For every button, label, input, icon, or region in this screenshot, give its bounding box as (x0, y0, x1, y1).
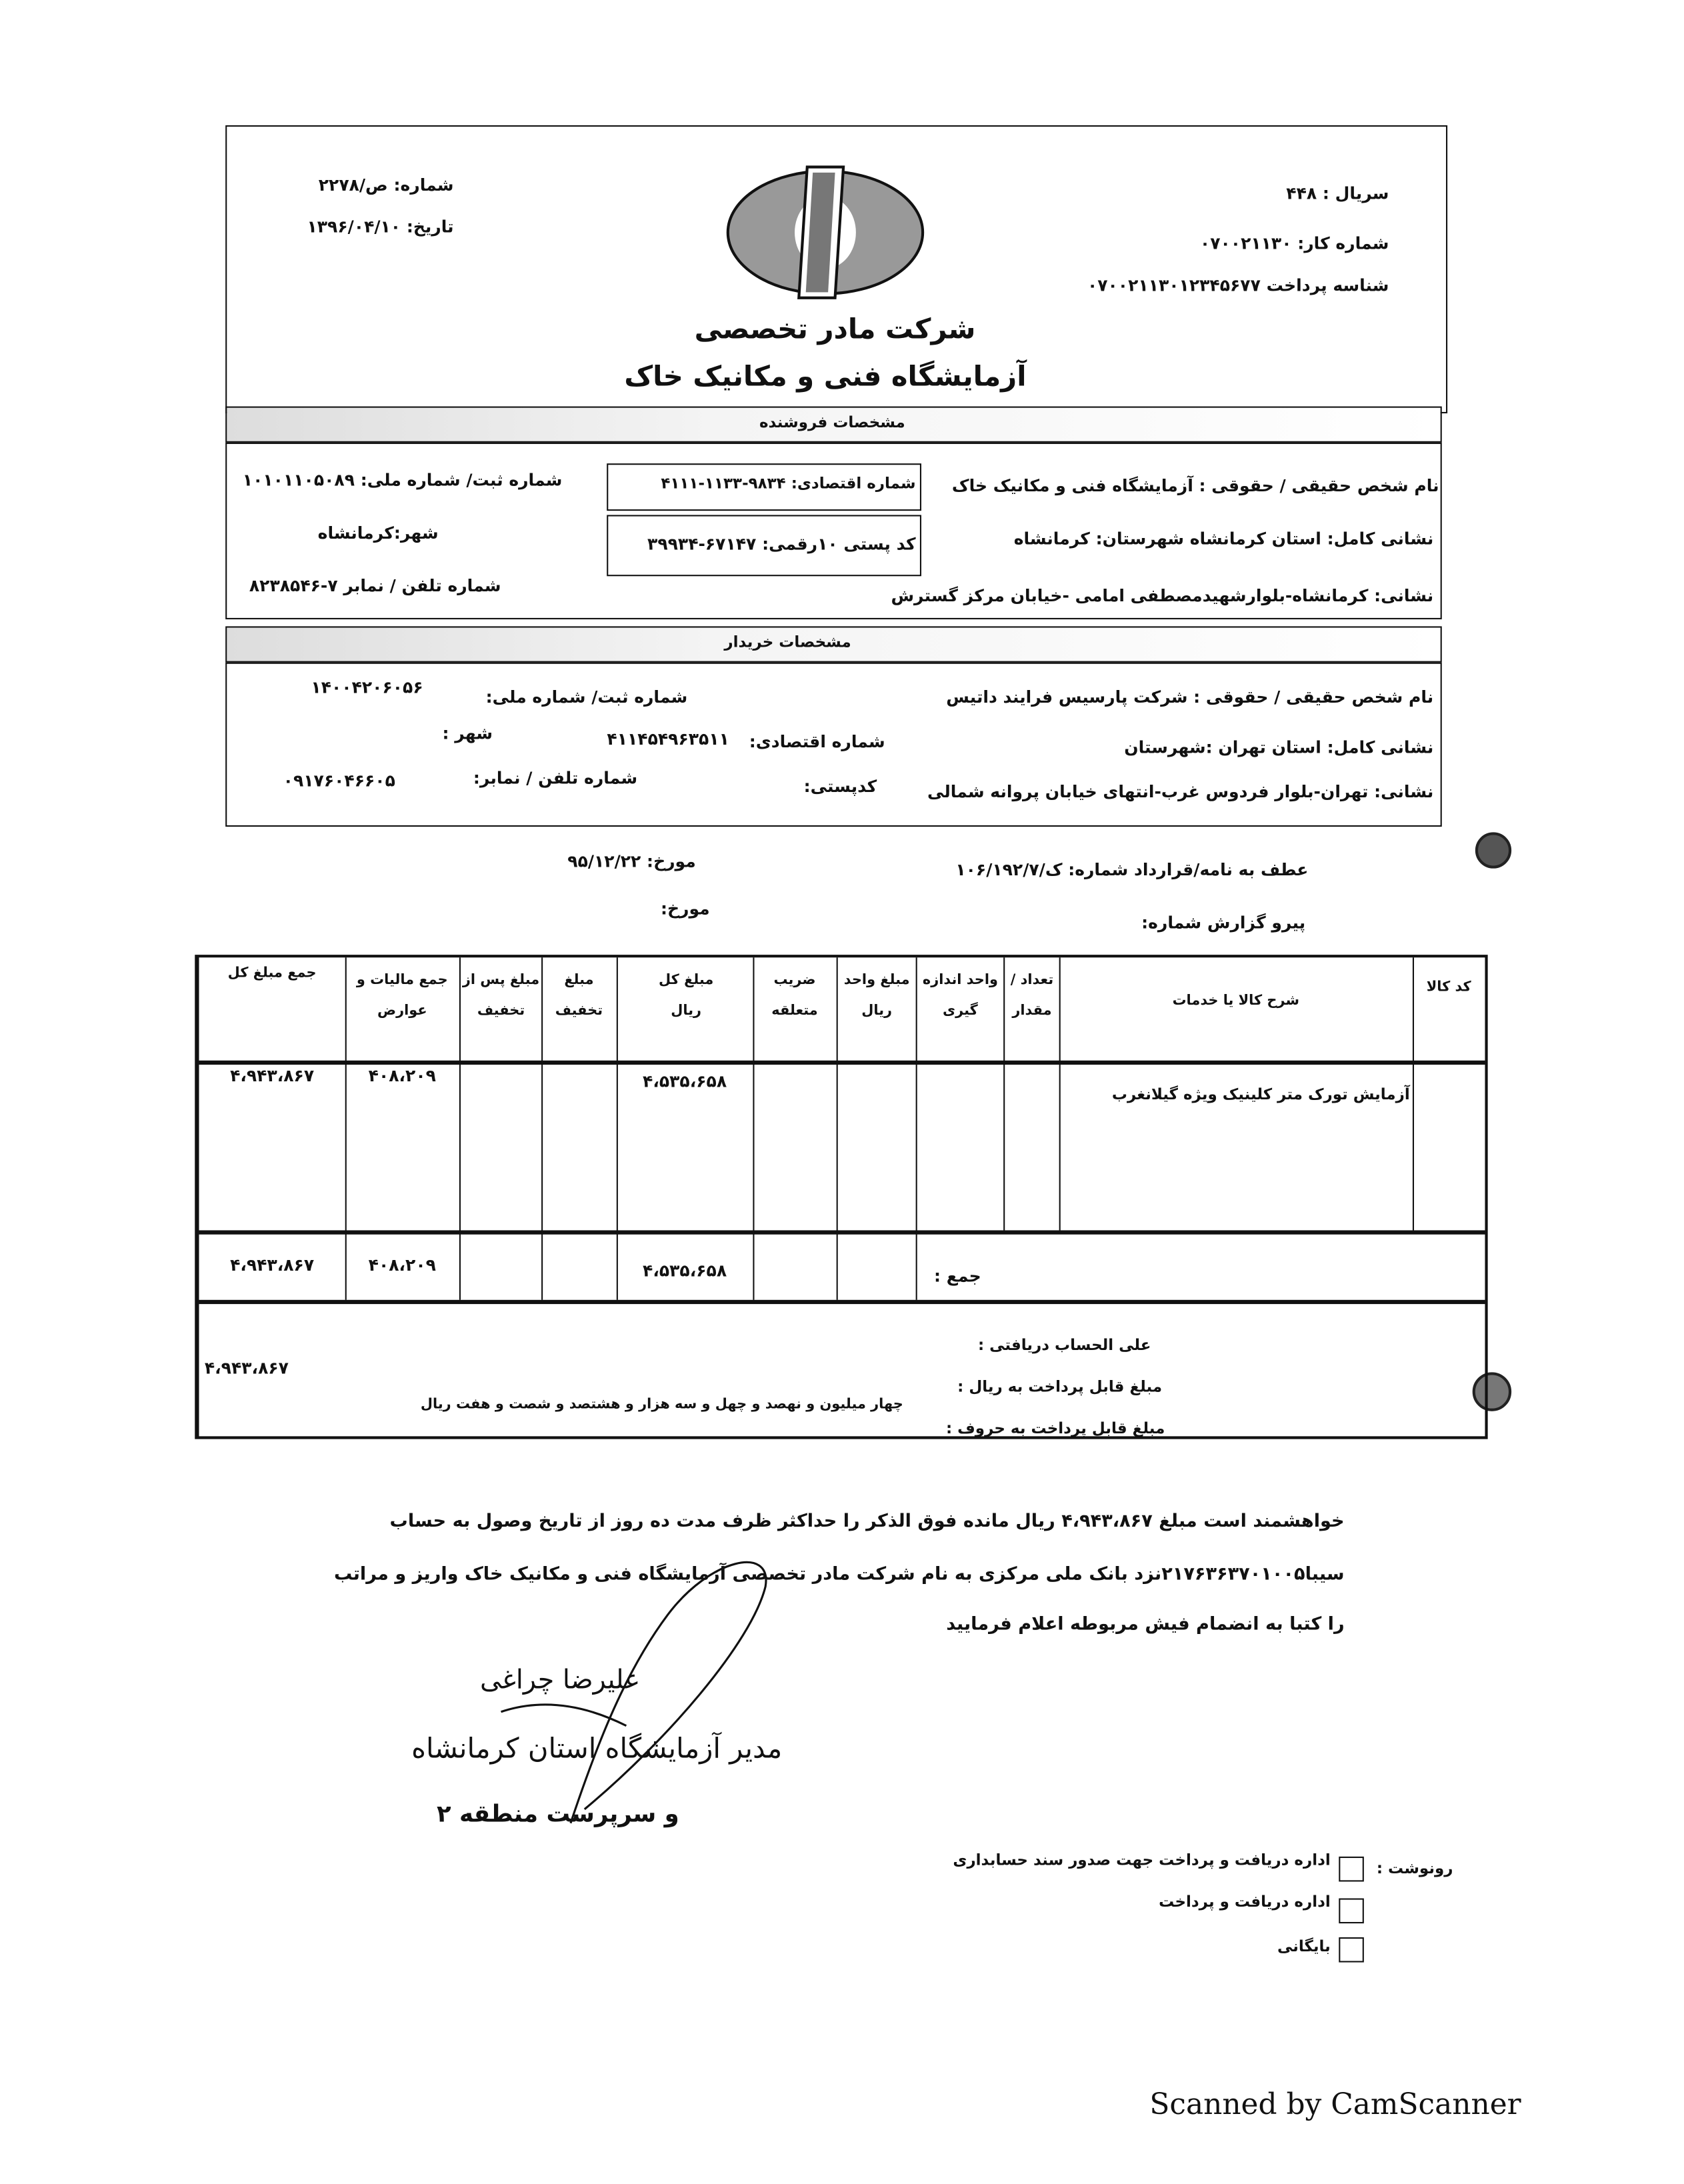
seller-national-id: شماره ثبت/ شماره ملی: ۱۰۱۰۱۱۰۵۰۸۹ (242, 470, 563, 490)
payable-rial-label: مبلغ قابل پرداخت به ریال : (957, 1377, 1163, 1396)
seller-full-address: نشانی کامل: استان کرمانشاه شهرستان: کرمانشاه (1013, 529, 1434, 549)
buyer-phone-label: شماره تلفن / نمابر: (473, 768, 638, 788)
header-grand-total: جمع مبلغ کل (227, 965, 317, 981)
header-quantity: تعداد / مقدار (1010, 973, 1054, 1019)
buyer-economic-value: ۴۱۱۴۵۴۹۶۳۵۱۱ (607, 729, 729, 749)
buyer-address: نشانی: تهران-بلوار فردوس غرب-انتهای خیابان پروانه شمالی (927, 782, 1434, 802)
row-taxes: ۴۰۸،۲۰۹ (368, 1066, 436, 1086)
header-taxes: جمع مالیات و عوارض (356, 973, 448, 1019)
report-reference: پیرو گزارش شماره: (1141, 913, 1306, 933)
cc-checkbox[interactable] (1339, 1937, 1364, 1963)
payable-amount-words: چهار میلیون و نهصد و چهل و سه هزار و هشتصد و شصت و هفت ریال (420, 1397, 903, 1413)
camscanner-watermark: Scanned by CamScanner (1149, 2087, 1521, 2121)
row-grand-total: ۴،۹۴۳،۸۶۷ (230, 1066, 315, 1086)
contract-date: مورخ: ۹۵/۱۲/۲۲ (567, 851, 696, 871)
payment-request-line3: را کتبا به انضمام فیش مربوطه اعلام فرمایید (946, 1614, 1345, 1635)
payment-request-line1: خواهشمند است مبلغ ۴،۹۴۳،۸۶۷ ریال مانده فوق الذکر را حداکثر ظرف مدت ده روز از تاریخ وصول به حساب (389, 1511, 1345, 1533)
company-name-line1: شرکت مادر تخصصی (694, 311, 976, 345)
signer-title2: و سرپرست منطقه ۲ (436, 1801, 679, 1829)
invoice-table (195, 955, 1487, 1439)
header-after-discount: مبلغ پس از تخفیف (462, 973, 540, 1019)
punch-hole-icon (1475, 832, 1511, 868)
header-code: کد کالا (1426, 979, 1471, 995)
row-description: آزمایش تورک متر کلینیک ویژه گیلانغرب (1111, 1085, 1410, 1104)
letter-number: شماره: ص/۲۲۷۸ (318, 175, 454, 195)
seller-phone: شماره تلفن / نمابر ۷-۸۲۳۸۵۴۶ (249, 576, 501, 596)
company-name-line2: آزمایشگاه فنی و مکانیک خاک (624, 359, 1027, 393)
buyer-phone-value: ۰۹۱۷۶۰۴۶۶۰۵ (283, 771, 395, 791)
seller-address: نشانی: کرمانشاه-بلوارشهیدمصطفی امامی -خیابان مرکز گسترش (891, 585, 1434, 606)
buyer-title: مشخصات خریدار (724, 633, 851, 651)
report-date: مورخ: (660, 899, 710, 919)
cc-label: رونوشت : (1376, 1859, 1453, 1878)
sum-label: جمع : (934, 1266, 981, 1286)
contract-reference: عطف به نامه/قرارداد شماره: ک/۱۰۶/۱۹۲/۷ (955, 860, 1309, 880)
sum-total: ۴،۵۳۵،۶۵۸ (643, 1261, 727, 1281)
cc-checkbox[interactable] (1339, 1857, 1364, 1882)
seller-economic-no: شماره اقتصادی: ۹۸۳۴-۱۱۳۳-۴۱۱۱ (661, 474, 916, 493)
seller-name: نام شخص حقیقی / حقوقی : آزمایشگاه فنی و مکانیک خاک (951, 475, 1439, 496)
seller-title: مشخصات فروشنده (759, 413, 905, 432)
signer-title: مدیر آزمایشگاه استان کرمانشاه (411, 1731, 783, 1765)
header-unit-price: مبلغ واحد ریال (843, 973, 910, 1019)
buyer-name: نام شخص حقیقی / حقوقی : شرکت پارسیس فرایند داتیس (946, 687, 1434, 707)
buyer-postal: کدپستی: (803, 776, 877, 797)
cc-item: اداره دریافت و پرداخت (1159, 1893, 1331, 1911)
row-total: ۴،۵۳۵،۶۵۸ (643, 1071, 727, 1091)
payment-request-line2: سیبا۲۱۷۶۳۶۳۷۰۱۰۰۵نزد بانک ملی مرکزی به نام شرکت مادر تخصصی آزمایشگاه فنی و مکانیک خاک واریز و مراتب (333, 1564, 1345, 1585)
payable-amount: ۴،۹۴۳،۸۶۷ (204, 1358, 289, 1378)
sum-grand-total: ۴،۹۴۳،۸۶۷ (230, 1255, 315, 1275)
cc-checkbox[interactable] (1339, 1898, 1364, 1923)
header-tax-rate: ضریب متعلقه (771, 973, 818, 1019)
cc-item: اداره دریافت و پرداخت جهت صدور سند حسابداری (953, 1851, 1331, 1869)
on-account-label: علی الحساب دریافتی : (977, 1336, 1151, 1355)
buyer-national-value: ۱۴۰۰۴۲۰۶۰۵۶ (311, 677, 423, 697)
serial: سریال : ۴۴۸ (1286, 183, 1389, 203)
header-unit: واحد اندازه گیری (922, 973, 998, 1019)
payable-words-label: مبلغ قابل پرداخت به حروف : (945, 1419, 1165, 1438)
buyer-full-address: نشانی کامل: استان تهران :شهرستان (1124, 737, 1434, 757)
work-number: شماره کار: ۰۷۰۰۲۱۱۳۰ (1199, 233, 1389, 253)
payment-id: شناسه پرداخت ۰۷۰۰۲۱۱۳۰۱۲۳۴۵۶۷۷ (1087, 275, 1389, 295)
header-discount: مبلغ تخفیف (555, 973, 603, 1019)
buyer-city: شهر : (442, 723, 493, 743)
sum-taxes: ۴۰۸،۲۰۹ (368, 1255, 436, 1275)
seller-city: شهر:کرمانشاه (317, 523, 439, 543)
buyer-economic-label: شماره اقتصادی: (749, 732, 885, 752)
seller-postal-code: کد پستی ۱۰رقمی: ۶۷۱۴۷-۳۹۹۳۴ (647, 534, 916, 554)
cc-item: بایگانی (1277, 1937, 1331, 1956)
header-description: شرح کالا یا خدمات (1172, 993, 1300, 1009)
buyer-national-label: شماره ثبت/ شماره ملی: (485, 687, 688, 707)
letter-date: تاریخ: ۱۳۹۶/۰۴/۱۰ (307, 217, 454, 237)
signer-name: علیرضا چراغی (480, 1664, 641, 1695)
company-logo (724, 164, 927, 301)
header-total: مبلغ کل ریال (659, 973, 714, 1019)
handwritten-signature (417, 1531, 835, 1837)
